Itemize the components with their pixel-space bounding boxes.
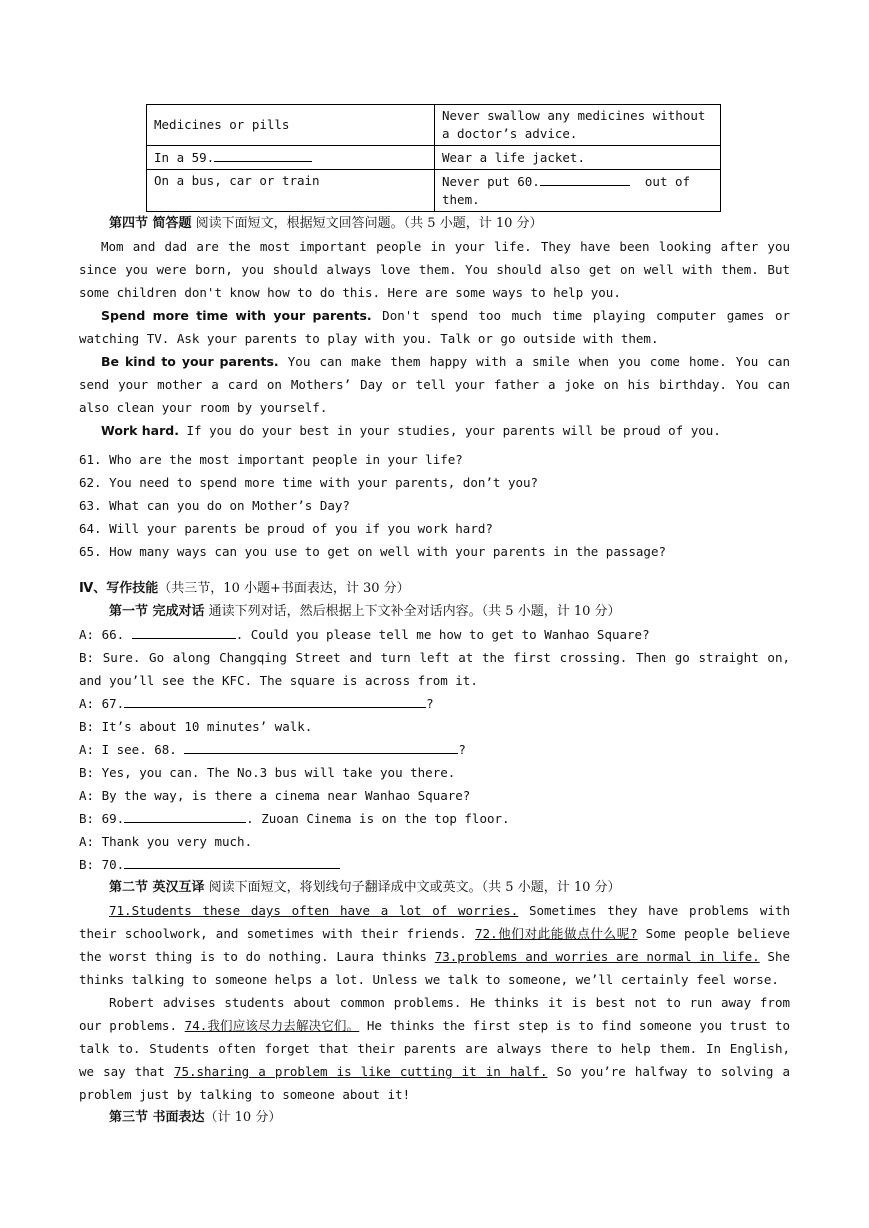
table-cell: Medicines or pills xyxy=(147,105,435,146)
passage-paragraph xyxy=(79,991,790,1106)
dialogue-line xyxy=(79,738,790,761)
section-heading xyxy=(79,600,790,623)
section-instruction: 阅读下面短文，将划线句子翻译成中文或英文。（共 5 小题，计 10 分） xyxy=(208,880,621,895)
translate-sentence-72: 72.他们对此能做点什么呢? xyxy=(475,926,638,941)
dialogue-line: B: Yes, you can. The No.3 bus will take you there. xyxy=(79,765,456,780)
section-title: 第二节 英汉互译 xyxy=(109,880,205,895)
section-heading xyxy=(79,212,790,235)
dialogue-line xyxy=(79,853,790,876)
question-64: 64. Will your parents be proud of you if you work hard? xyxy=(79,521,493,536)
paragraph-heading: Spend more time with your parents. xyxy=(101,308,372,323)
cell-text: In a 59. xyxy=(154,150,215,165)
dialogue-line xyxy=(79,807,790,830)
dialogue-line: B: It’s about 10 minutes’ walk. xyxy=(79,719,313,734)
section-heading xyxy=(79,1106,790,1129)
dialogue-text: A: 67. xyxy=(79,696,125,711)
section-note: （计 10 分） xyxy=(204,1110,282,1125)
translate-sentence-71: 71.Students these days often have a lot of worries. xyxy=(109,903,519,918)
paragraph-heading: Work hard. xyxy=(101,423,179,438)
section-heading xyxy=(79,876,790,899)
dialogue-line: A: Thank you very much. xyxy=(79,834,253,849)
passage-paragraph: Mom and dad are the most important people in your life. They have been looking after you since you were born, you should always love them. You should also get on well with them. But some children don't know how to do this. Here are some ways to help you. xyxy=(79,239,790,300)
section-title: 第四节 简答题 xyxy=(109,216,192,231)
paragraph-text: You can make them happy with a smile when you come home. You can send your mother a card on Mothers’ Day or tell your father a joke on his birthday. You can also clean your room by yourself. xyxy=(79,354,791,415)
exam-page xyxy=(79,104,790,1129)
paragraph-text: So you’re halfway to solving a problem just by talking to someone about it! xyxy=(79,1064,791,1102)
paragraph-text: He thinks the first step is to find someone you trust to talk to. Students often forget that their parents are always there to help them. In English, we say that xyxy=(79,1018,791,1079)
cell-text: Never put 60. xyxy=(442,174,540,189)
translate-sentence-75: 75.sharing a problem is like cutting it in half. xyxy=(173,1064,548,1079)
paragraph-text: Robert advises students about common problems. He thinks it is best not to run away from our problems. xyxy=(79,995,790,1033)
safety-table xyxy=(146,104,721,212)
passage-paragraph xyxy=(79,899,790,991)
question-63: 63. What can you do on Mother’s Day? xyxy=(79,498,350,513)
table-cell xyxy=(435,170,721,212)
table-row xyxy=(147,105,721,146)
table-cell: Wear a life jacket. xyxy=(435,146,721,170)
table-cell: Never swallow any medicines without a doctor’s advice. xyxy=(435,105,721,146)
dialogue-text: B: 70. xyxy=(79,857,125,872)
translate-sentence-73: 73.problems and worries are normal in life. xyxy=(434,949,760,964)
paragraph-text: Don't spend too much time playing computer games or watching TV. Ask your parents to play with you. Talk or go outside with them. xyxy=(79,308,790,346)
dialogue-text: ? xyxy=(458,742,466,757)
paragraph-text: Sometimes they have problems with their schoolwork, and sometimes with their friends. xyxy=(79,903,790,941)
answer-blank-67[interactable] xyxy=(124,694,426,708)
cell-text: out of them. xyxy=(442,174,691,207)
paragraph-text: Some people believe the worst thing is to do nothing. Laura thinks xyxy=(79,926,790,964)
table-cell: On a bus, car or train xyxy=(147,170,435,212)
dialogue-line xyxy=(79,692,790,715)
passage-paragraph xyxy=(79,419,790,442)
part-title: Ⅳ、写作技能 xyxy=(79,581,159,596)
question-61: 61. Who are the most important people in your life? xyxy=(79,452,463,467)
passage-paragraph xyxy=(79,304,790,350)
question-62: 62. You need to spend more time with your parents, don’t you? xyxy=(79,475,539,490)
answer-blank-70[interactable] xyxy=(124,855,340,869)
paragraph-text: She thinks talking to someone helps a lot. Unless we talk to someone, we’ll certainly feel worse. xyxy=(79,949,790,987)
passage-paragraph xyxy=(79,350,790,419)
table-row xyxy=(147,170,721,212)
part-heading xyxy=(79,577,790,600)
answer-blank-59[interactable] xyxy=(214,148,312,162)
paragraph-heading: Be kind to your parents. xyxy=(101,354,279,369)
dialogue-text: ? xyxy=(426,696,434,711)
section-title: 第三节 书面表达 xyxy=(109,1110,205,1125)
dialogue-text: A: 66. xyxy=(79,627,125,642)
dialogue-line xyxy=(79,623,790,646)
answer-blank-68[interactable] xyxy=(184,740,458,754)
answer-blank-66[interactable] xyxy=(132,625,236,639)
table-cell xyxy=(147,146,435,170)
dialogue-text: B: 69. xyxy=(79,811,125,826)
dialogue-text: A: I see. 68. xyxy=(79,742,177,757)
section-instruction: 阅读下面短文，根据短文回答问题。（共 5 小题，计 10 分） xyxy=(195,216,543,231)
section-title: 第一节 完成对话 xyxy=(109,604,205,619)
question-65: 65. How many ways can you use to get on well with your parents in the passage? xyxy=(79,544,666,559)
answer-blank-69[interactable] xyxy=(124,809,246,823)
paragraph-text: If you do your best in your studies, your parents will be proud of you. xyxy=(178,423,721,438)
translate-sentence-74: 74.我们应该尽力去解决它们。 xyxy=(184,1018,360,1033)
dialogue-line: A: By the way, is there a cinema near Wanhao Square? xyxy=(79,788,471,803)
part-note: （共三节，10 小题+书面表达，计 30 分） xyxy=(158,581,410,596)
dialogue-text: . Could you please tell me how to get to Wanhao Square? xyxy=(235,627,650,642)
answer-blank-60[interactable] xyxy=(540,172,630,186)
dialogue-text: . Zuoan Cinema is on the top floor. xyxy=(246,811,510,826)
table-row xyxy=(147,146,721,170)
dialogue-line: B: Sure. Go along Changqing Street and turn left at the first crossing. Then go straight on, and you’ll see the KFC. The square is across from it. xyxy=(79,650,790,688)
section-instruction: 通读下列对话，然后根据上下文补全对话内容。（共 5 小题，计 10 分） xyxy=(208,604,621,619)
